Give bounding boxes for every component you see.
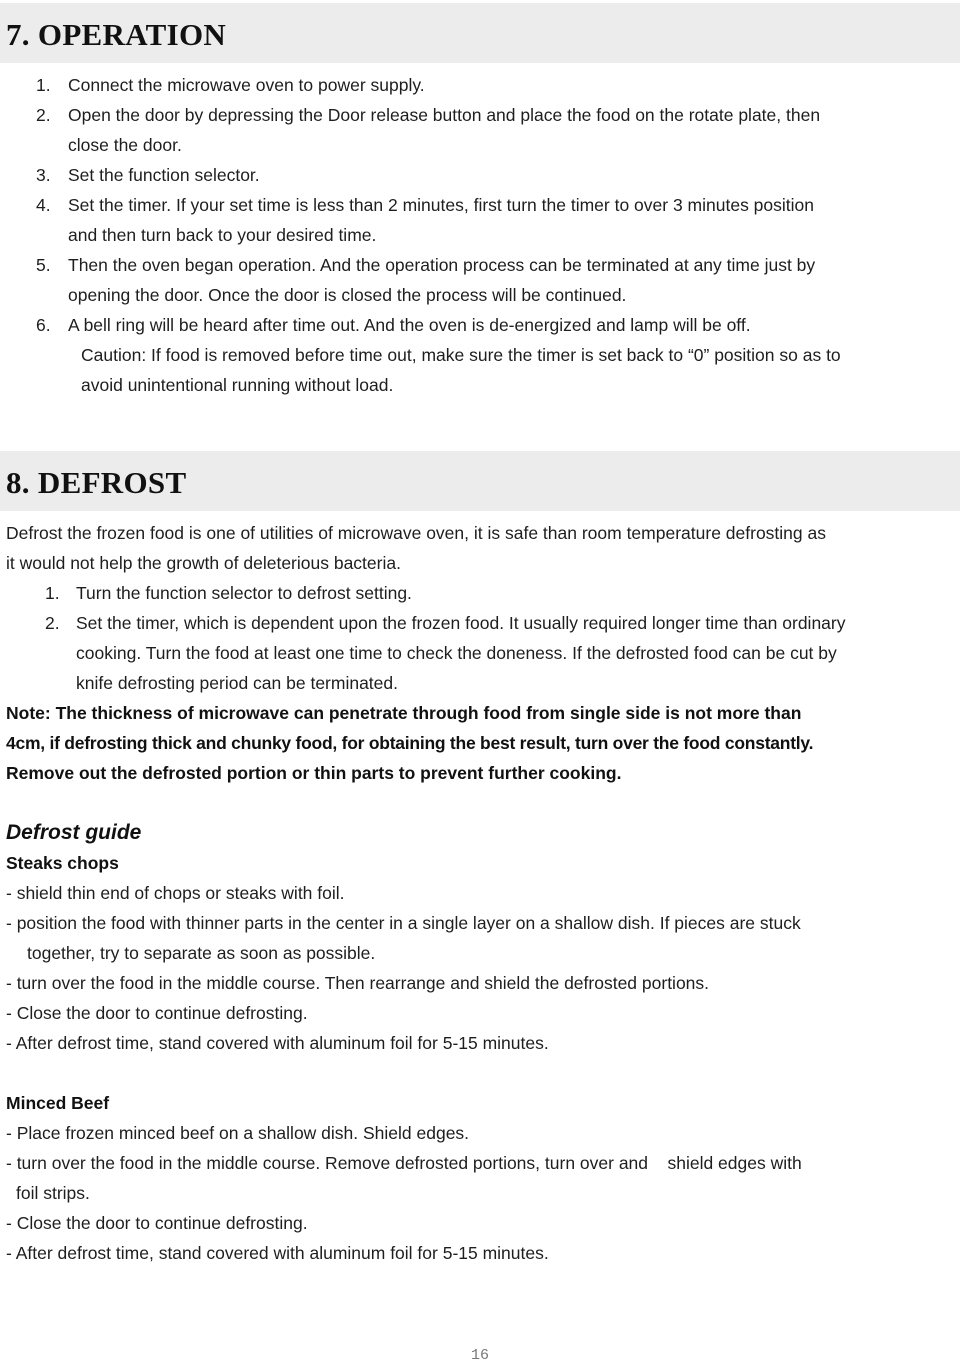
section-title-defrost: 8. DEFROST xyxy=(6,465,187,500)
defrost-step-2-text-line-3: knife defrosting period can be terminated. xyxy=(76,673,398,693)
section-header-operation xyxy=(0,3,960,63)
defrost-step-2-number: 2. xyxy=(45,613,60,633)
operation-step-3-number: 3. xyxy=(36,165,51,185)
defrost-step-1-number: 1. xyxy=(45,583,60,603)
section-title-operation: 7. OPERATION xyxy=(6,17,227,52)
operation-caution-line-1: Caution: If food is removed before time out, make sure the timer is set back to “0” position so as to xyxy=(81,345,841,365)
section-header-defrost xyxy=(0,451,960,511)
defrost-note-line-2: 4cm, if defrosting thick and chunky food, for obtaining the best result, turn over the food constantly. xyxy=(6,733,814,753)
steaks-chops-line-4: - turn over the food in the middle course. Then rearrange and shield the defrosted portions. xyxy=(6,973,710,993)
minced-beef-line-4: - Close the door to continue defrosting. xyxy=(6,1213,308,1233)
defrost-note-line-3: Remove out the defrosted portion or thin parts to prevent further cooking. xyxy=(6,763,622,783)
operation-step-5-text-line-1: Then the oven began operation. And the operation process can be terminated at any time just by xyxy=(68,255,816,275)
page-number: 16 xyxy=(470,1347,489,1364)
minced-beef-line-3: foil strips. xyxy=(16,1183,90,1203)
operation-step-2-number: 2. xyxy=(36,105,51,125)
defrost-intro-line-1: Defrost the frozen food is one of utilities of microwave oven, it is safe than room temperature defrosting as xyxy=(6,523,826,543)
operation-step-4-text-line-1: Set the timer. If your set time is less than 2 minutes, first turn the timer to over 3 minutes position xyxy=(68,195,815,215)
steaks-chops-line-1: - shield thin end of chops or steaks with foil. xyxy=(6,883,345,903)
operation-step-6-number: 6. xyxy=(36,315,51,335)
minced-beef-line-2: - turn over the food in the middle course. Remove defrosted portions, turn over and shield edges with xyxy=(6,1153,802,1173)
defrost-step-1-text: Turn the function selector to defrost setting. xyxy=(76,583,412,603)
steaks-chops-line-2: - position the food with thinner parts in the center in a single layer on a shallow dish. If pieces are stuck xyxy=(6,913,801,933)
minced-beef-line-1: - Place frozen minced beef on a shallow dish. Shield edges. xyxy=(6,1123,470,1143)
operation-step-4-number: 4. xyxy=(36,195,51,215)
operation-step-3-text: Set the function selector. xyxy=(68,165,260,185)
operation-step-6-text: A bell ring will be heard after time out. And the oven is de-energized and lamp will be off. xyxy=(68,315,751,335)
steaks-chops-line-5: - Close the door to continue defrosting. xyxy=(6,1003,308,1023)
operation-step-1-number: 1. xyxy=(36,75,51,95)
defrost-note-line-1: Note: The thickness of microwave can penetrate through food from single side is not more than xyxy=(6,703,802,723)
minced-beef-line-5: - After defrost time, stand covered with aluminum foil for 5-15 minutes. xyxy=(6,1243,549,1263)
steaks-chops-line-3: together, try to separate as soon as possible. xyxy=(27,943,376,963)
operation-step-4-text-line-2: and then turn back to your desired time. xyxy=(68,225,377,245)
defrost-step-2-text-line-1: Set the timer, which is dependent upon the frozen food. It usually required longer time than ordinary xyxy=(76,613,846,633)
steaks-chops-heading: Steaks chops xyxy=(6,853,119,873)
operation-step-2-text-line-2: close the door. xyxy=(68,135,182,155)
defrost-step-2-text-line-2: cooking. Turn the food at least one time to check the doneness. If the defrosted food can be cut by xyxy=(76,643,837,663)
defrost-guide-title: Defrost guide xyxy=(6,821,142,844)
operation-step-5-text-line-2: opening the door. Once the door is closed the process will be continued. xyxy=(68,285,627,305)
operation-step-2-text-line-1: Open the door by depressing the Door release button and place the food on the rotate plate, then xyxy=(68,105,821,125)
operation-step-5-number: 5. xyxy=(36,255,51,275)
operation-caution-line-2: avoid unintentional running without load. xyxy=(81,375,394,395)
minced-beef-heading: Minced Beef xyxy=(6,1093,110,1113)
defrost-intro-line-2: it would not help the growth of deleterious bacteria. xyxy=(6,553,401,573)
operation-step-1-text: Connect the microwave oven to power supply. xyxy=(68,75,425,95)
steaks-chops-line-6: - After defrost time, stand covered with aluminum foil for 5-15 minutes. xyxy=(6,1033,549,1053)
